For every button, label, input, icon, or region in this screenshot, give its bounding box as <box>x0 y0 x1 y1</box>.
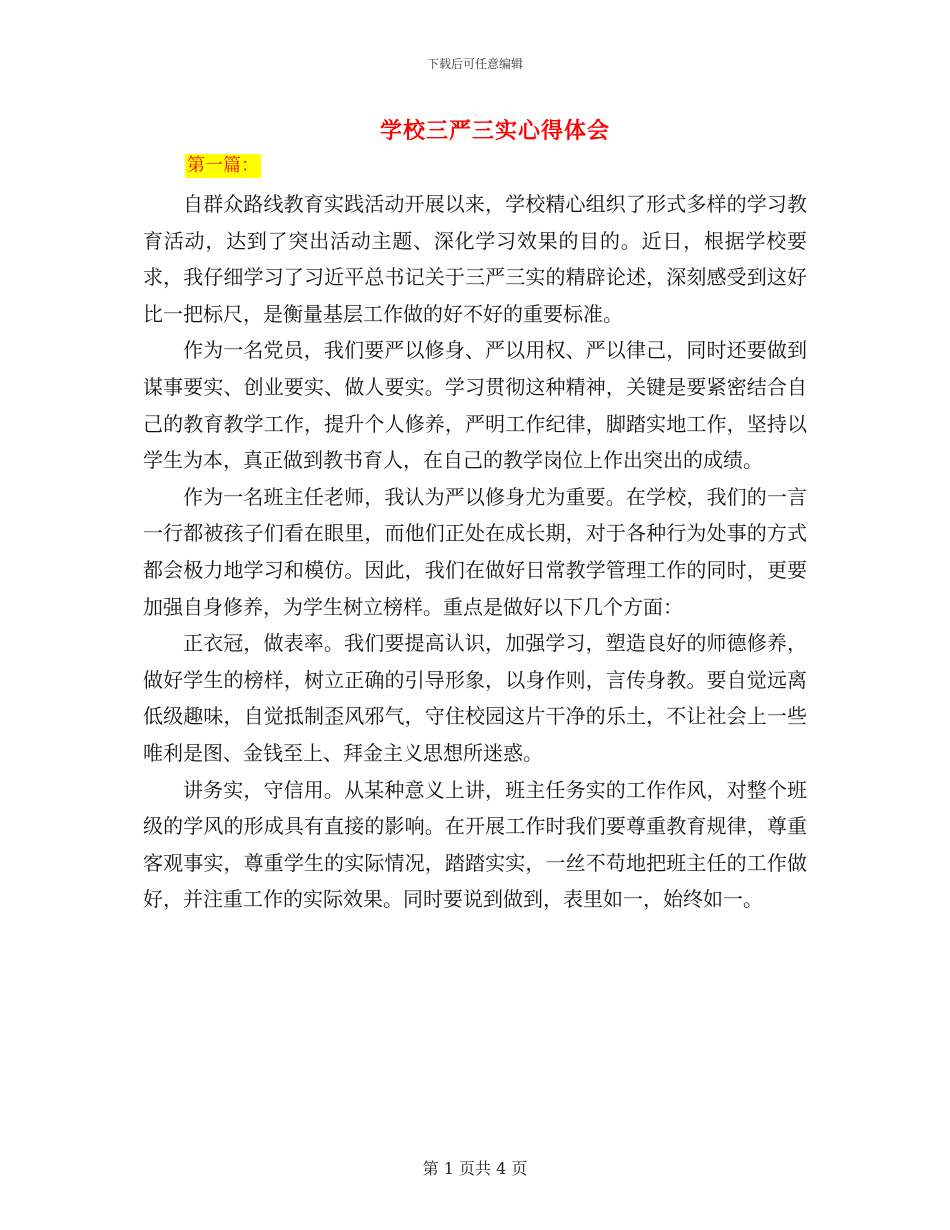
paragraph-3: 作为一名班主任老师，我认为严以修身尤为重要。在学校，我们的一言一行都被孩子们看在眼里，而他们正处在成长期，对于各种行为处事的方式都会极力地学习和模仿。因此，我们在做好日常教学管理工作的同时，更要加强自身修养，为学生树立榜样。重点是做好以下几个方面： <box>143 484 807 619</box>
paragraph-4: 正衣冠，做表率。我们要提高认识，加强学习，塑造良好的师德修养，做好学生的榜样，树立正确的引导形象，以身作则，言传身教。要自觉远离低级趣味，自觉抵制歪风邪气，守住校园这片干净的乐土，不让社会上一些唯利是图、金钱至上、拜金主义思想所迷惑。 <box>143 631 807 765</box>
page-number-footer: 第 1 页共 4 页 <box>422 1159 528 1178</box>
page-header-note: 下载后可任意编辑 <box>426 57 523 71</box>
paragraph-1: 自群众路线教育实践活动开展以来，学校精心组织了形式多样的学习教育活动，达到了突出活动主题、深化学习效果的目的。近日，根据学校要求，我仔细学习了习近平总书记关于三严三实的精辟论述，深刻感受到这好比一把标尺，是衡量基层工作做的好不好的重要标准。 <box>143 192 807 326</box>
paragraph-2: 作为一名党员，我们要严以修身、严以用权、严以律己，同时还要做到谋事要实、创业要实、做人要实。学习贯彻这种精神，关键是要紧密结合自己的教育教学工作，提升个人修养，严明工作纪律，脚踏实地工作，坚持以学生为本，真正做到教书育人，在自己的教学岗位上作出突出的成绩。 <box>143 338 807 473</box>
document-title: 学校三严三实心得体会 <box>379 118 610 144</box>
paragraph-5: 讲务实，守信用。从某种意义上讲，班主任务实的工作作风，对整个班级的学风的形成具有直接的影响。在开展工作时我们要尊重教育规律，尊重客观事实，尊重学生的实际情况，踏踏实实，一丝不苟地把班主任的工作做好，并注重工作的实际效果。同时要说到做到，表里如一，始终如一。 <box>143 777 807 912</box>
section-label: 第一篇： <box>187 155 259 176</box>
document-body <box>143 186 807 918</box>
